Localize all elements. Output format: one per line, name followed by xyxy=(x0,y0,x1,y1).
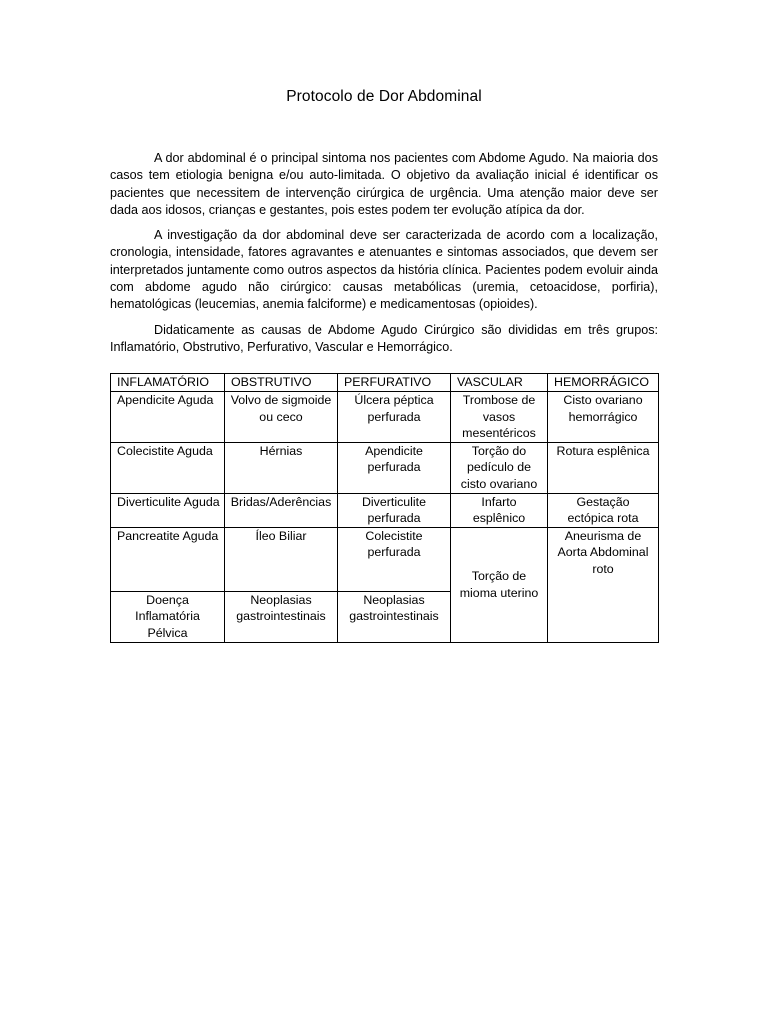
table-cell: Íleo Biliar xyxy=(225,527,338,591)
paragraph-investigation: A investigação da dor abdominal deve ser caracterizada de acordo com a localização, cronologia, intensidade, fatores agravantes e atenuantes e sintomas associados, que devem ser interpretados juntamente como outros aspectos da história clínica. Pacientes podem evoluir ainda com abdome agudo não cirúrgico: causas metabólicas (uremia, cetoacidose, porfiria), hematológicas (leucemias, anemia falciforme) e medicamentosas (opioides). xyxy=(110,228,658,312)
paragraph-intro: A dor abdominal é o principal sintoma nos pacientes com Abdome Agudo. Na maioria dos casos tem etiologia benigna e/ou auto-limitada. O objetivo da avaliação inicial é identificar os pacientes que necessitem de intervenção cirúrgica de urgência. Uma atenção maior deve ser dada aos idosos, crianças e gestantes, pois estes podem ter evolução atípica da dor. xyxy=(110,151,658,217)
document-title: Protocolo de Dor Abdominal xyxy=(286,88,482,105)
header-inflamatorio: INFLAMATÓRIO xyxy=(111,374,225,392)
table-row xyxy=(111,527,659,591)
header-hemorragico: HEMORRÁGICO xyxy=(548,374,659,392)
header-vascular: VASCULAR xyxy=(451,374,548,392)
table-cell: Colecistite Aguda xyxy=(111,442,225,493)
table-cell: Diverticulite Aguda xyxy=(111,493,225,527)
causes-table xyxy=(110,373,659,643)
table-cell: Apendicite Aguda xyxy=(111,392,225,443)
table-row xyxy=(111,392,659,443)
table-cell: Neoplasias gastrointestinais xyxy=(338,591,451,642)
table-cell: Trombose de vasos mesentéricos xyxy=(451,392,548,443)
table-cell: Torção de mioma uterino xyxy=(451,527,548,642)
table-cell: Rotura esplênica xyxy=(548,442,659,493)
table-cell: Bridas/Aderências xyxy=(225,493,338,527)
table-cell: Infarto esplênico xyxy=(451,493,548,527)
table-cell: Neoplasias gastrointestinais xyxy=(225,591,338,642)
table-cell: Colecistite perfurada xyxy=(338,527,451,591)
header-perfurativo: PERFURATIVO xyxy=(338,374,451,392)
header-obstrutivo: OBSTRUTIVO xyxy=(225,374,338,392)
table-header-row xyxy=(111,374,659,392)
table-row xyxy=(111,442,659,493)
paragraph-classification: Didaticamente as causas de Abdome Agudo Cirúrgico são divididas em três grupos: Inflamatório, Obstrutivo, Perfurativo, Vascular e Hemorrágico. xyxy=(110,322,658,354)
table-cell: Gestação ectópica rota xyxy=(548,493,659,527)
document-body xyxy=(110,150,658,364)
table-row xyxy=(111,493,659,527)
table-cell: Cisto ovariano hemorrágico xyxy=(548,392,659,443)
table-cell: Torção do pedículo de cisto ovariano xyxy=(451,442,548,493)
table-cell: Apendicite perfurada xyxy=(338,442,451,493)
table-cell: Doença Inflamatória Pélvica xyxy=(111,591,225,642)
table-cell: Pancreatite Aguda xyxy=(111,527,225,591)
table-cell: Aneurisma de Aorta Abdominal roto xyxy=(548,527,659,642)
table-cell: Hérnias xyxy=(225,442,338,493)
table-cell: Volvo de sigmoide ou ceco xyxy=(225,392,338,443)
table-cell: Diverticulite perfurada xyxy=(338,493,451,527)
table-cell: Úlcera péptica perfurada xyxy=(338,392,451,443)
